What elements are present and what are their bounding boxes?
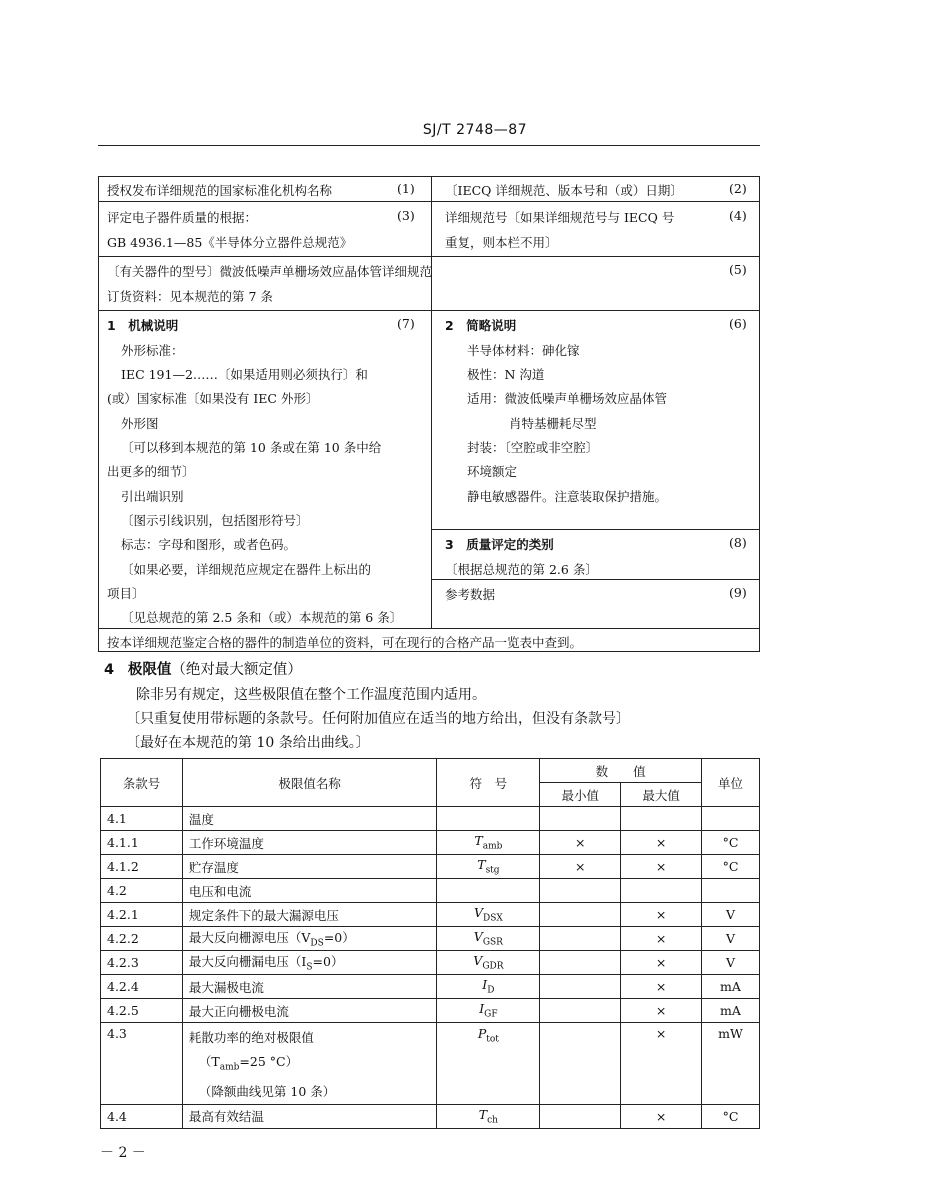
symbol-cell: $T_{stg}$	[437, 855, 540, 879]
brief-line: 封装：〔空腔或非空腔〕	[467, 440, 599, 455]
mech-line: 项目〕	[107, 586, 145, 601]
quality-line: 〔根据总规范的第 2.6 条〕	[445, 562, 598, 577]
min-cell	[540, 975, 621, 999]
mech-line: 出更多的细节〕	[107, 464, 195, 479]
divider	[99, 310, 759, 311]
field-number: (2)	[729, 181, 747, 196]
clause-cell: 4.4	[101, 1104, 183, 1128]
name-cell: 工作环境温度	[182, 831, 437, 855]
brief-line: 适用：微波低噪声单栅场效应晶体管	[467, 391, 668, 406]
mech-line: IEC 191—2……〔如果适用则必须执行〕和	[121, 367, 368, 382]
symbol-cell: $T_{amb}$	[437, 831, 540, 855]
table-row	[101, 855, 760, 879]
ordering-info: 订货资料：见本规范的第 7 条	[107, 289, 273, 304]
quality-title: 3 质量评定的类别	[445, 537, 554, 552]
max-cell: ×	[621, 831, 702, 855]
unit-cell: °C	[702, 855, 760, 879]
unit-cell: V	[702, 927, 760, 951]
brief-line: 极性：N 沟道	[467, 367, 545, 382]
unit-cell: °C	[702, 831, 760, 855]
header-min: 最小值	[540, 783, 621, 807]
section4-paragraph: 〔只重复使用带标题的条款号。任何附加值应在适当的地方给出，但没有条款号〕	[126, 711, 630, 727]
name-cell: 最大漏极电流	[182, 975, 437, 999]
table-row	[101, 903, 760, 927]
mech-line: (或）国家标准〔如果没有 IEC 外形〕	[107, 391, 319, 406]
header-max: 最大值	[621, 783, 702, 807]
unit-cell: mA	[702, 975, 760, 999]
divider	[99, 201, 759, 202]
clause-cell: 4.3	[101, 1023, 183, 1105]
clause-cell: 4.2.1	[101, 903, 183, 927]
brief-line: 环境额定	[467, 464, 518, 479]
max-cell: ×	[621, 927, 702, 951]
spec-number-note: 重复，则本栏不用〕	[445, 235, 558, 250]
page-number: － 2 －	[100, 1145, 146, 1161]
symbol-cell: $V_{GSR}$	[437, 927, 540, 951]
name-cell: 规定条件下的最大漏源电压	[182, 903, 437, 927]
quality-basis-label: 评定电子器件质量的根据：	[107, 210, 258, 225]
divider	[431, 529, 759, 530]
section-subtitle: （绝对最大额定值）	[171, 662, 302, 678]
table-row	[101, 975, 760, 999]
mech-line: 引出端识别	[121, 489, 184, 504]
field-number: (3)	[397, 208, 415, 223]
max-cell: ×	[621, 903, 702, 927]
field-number: (9)	[729, 585, 747, 600]
clause-cell: 4.2.3	[101, 951, 183, 975]
min-cell	[540, 999, 621, 1023]
divider	[431, 310, 432, 628]
name-cell: 最高有效结温	[182, 1104, 437, 1128]
divider	[99, 628, 759, 629]
table-row	[101, 927, 760, 951]
table-row	[101, 951, 760, 975]
brief-line: 肖特基栅耗尽型	[509, 416, 597, 431]
table-row	[101, 1023, 760, 1105]
max-cell: ×	[621, 951, 702, 975]
max-cell: ×	[621, 855, 702, 879]
section-number: 4	[104, 662, 115, 678]
divider	[431, 579, 759, 580]
header-clause: 条款号	[101, 759, 183, 807]
clause-cell: 4.2.2	[101, 927, 183, 951]
brief-line: 半导体材料：砷化镓	[467, 343, 580, 358]
min-cell: ×	[540, 855, 621, 879]
field-number: (5)	[729, 262, 747, 277]
clause-cell: 4.2.4	[101, 975, 183, 999]
iecq-label: 〔IECQ 详细规范、版本号和（或）日期〕	[445, 183, 683, 198]
table-row	[101, 831, 760, 855]
header-values: 数 值	[540, 759, 702, 783]
name-cell: 电压和电流	[182, 879, 437, 903]
min-cell	[540, 951, 621, 975]
field-number: (1)	[397, 181, 415, 196]
section4-paragraph: 除非另有规定，这些极限值在整个工作温度范围内适用。	[136, 687, 486, 703]
mech-line: 标志：字母和图形，或者色码。	[121, 537, 297, 552]
divider	[431, 177, 432, 310]
authority-label: 授权发布详细规范的国家标准化机构名称	[107, 183, 333, 198]
clause-cell: 4.1.1	[101, 831, 183, 855]
header-symbol: 符 号	[437, 759, 540, 807]
spec-number-label: 详细规范号〔如果详细规范号与 IECQ 号	[445, 210, 675, 225]
clause-cell: 4.2.5	[101, 999, 183, 1023]
mech-title: 1 机械说明	[107, 318, 179, 333]
mech-line: 〔见总规范的第 2.5 条和（或）本规范的第 6 条〕	[121, 610, 403, 625]
header-name: 极限值名称	[182, 759, 437, 807]
name-cell: 温度	[182, 807, 437, 831]
symbol-cell: $I_{GF}$	[437, 999, 540, 1023]
table-row	[101, 999, 760, 1023]
clause-cell: 4.2	[101, 879, 183, 903]
min-cell	[540, 903, 621, 927]
max-cell: ×	[621, 1023, 702, 1105]
limits-table	[100, 758, 760, 1129]
field-number: (7)	[397, 316, 415, 331]
field-number: (6)	[729, 316, 747, 331]
spec-frame	[98, 176, 760, 652]
mech-line: 〔如果必要，详细规范应规定在器件上标出的	[121, 562, 372, 577]
max-cell: ×	[621, 975, 702, 999]
doc-code-header: SJ/T 2748—87	[422, 122, 528, 138]
field-number: (8)	[729, 535, 747, 550]
table-row	[101, 1104, 760, 1128]
clause-cell: 4.1.2	[101, 855, 183, 879]
divider	[99, 256, 759, 257]
section-title: 极限值	[127, 662, 172, 678]
clause-cell: 4.1	[101, 807, 183, 831]
mech-line: 外形标准：	[121, 343, 184, 358]
table-row	[101, 807, 760, 831]
unit-cell: mW	[702, 1023, 760, 1105]
min-cell: ×	[540, 831, 621, 855]
symbol-cell: $I_D$	[437, 975, 540, 999]
name-cell: 耗散功率的绝对极限值 （$T_{amb}=25$ °C） （降额曲线见第 10 条）	[182, 1023, 437, 1105]
mech-line: 〔图示引线识别，包括图形符号〕	[121, 513, 309, 528]
ref-title: 参考数据	[445, 587, 496, 602]
unit-cell: V	[702, 951, 760, 975]
brief-line: 静电敏感器件。注意装取保护措施。	[467, 489, 668, 504]
brief-title: 2 简略说明	[445, 318, 517, 333]
max-cell: ×	[621, 1104, 702, 1128]
header-rule	[98, 145, 760, 146]
name-cell: 最大正向栅极电流	[182, 999, 437, 1023]
section4-heading	[104, 658, 302, 679]
mech-line: 〔可以移到本规范的第 10 条或在第 10 条中给	[121, 440, 382, 455]
header-unit: 单位	[702, 759, 760, 807]
symbol-cell: $V_{DSX}$	[437, 903, 540, 927]
unit-cell: V	[702, 903, 760, 927]
name-cell: 贮存温度	[182, 855, 437, 879]
unit-cell: °C	[702, 1104, 760, 1128]
max-cell: ×	[621, 999, 702, 1023]
symbol-cell: $V_{GDR}$	[437, 951, 540, 975]
min-cell	[540, 1104, 621, 1128]
min-cell	[540, 1023, 621, 1105]
device-spec-title: 〔有关器件的型号〕微波低噪声单栅场效应晶体管详细规范	[107, 264, 433, 279]
manufacturer-note: 按本详细规范鉴定合格的器件的制造单位的资料，可在现行的合格产品一览表中查到。	[107, 635, 583, 650]
symbol-cell: $P_{tot}$	[437, 1023, 540, 1105]
table-row	[101, 879, 760, 903]
section4-paragraph: 〔最好在本规范的第 10 条给出曲线。〕	[126, 735, 370, 751]
symbol-cell: $T_{ch}$	[437, 1104, 540, 1128]
name-cell: 最大反向栅漏电压$(I_S=0)$	[182, 951, 437, 975]
gb-standard: GB 4936.1—85《半导体分立器件总规范》	[107, 235, 353, 250]
name-cell: 最大反向栅源电压$(V_{DS}=0)$	[182, 927, 437, 951]
field-number: (4)	[729, 208, 747, 223]
unit-cell: mA	[702, 999, 760, 1023]
min-cell	[540, 927, 621, 951]
mech-line: 外形图	[121, 416, 159, 431]
